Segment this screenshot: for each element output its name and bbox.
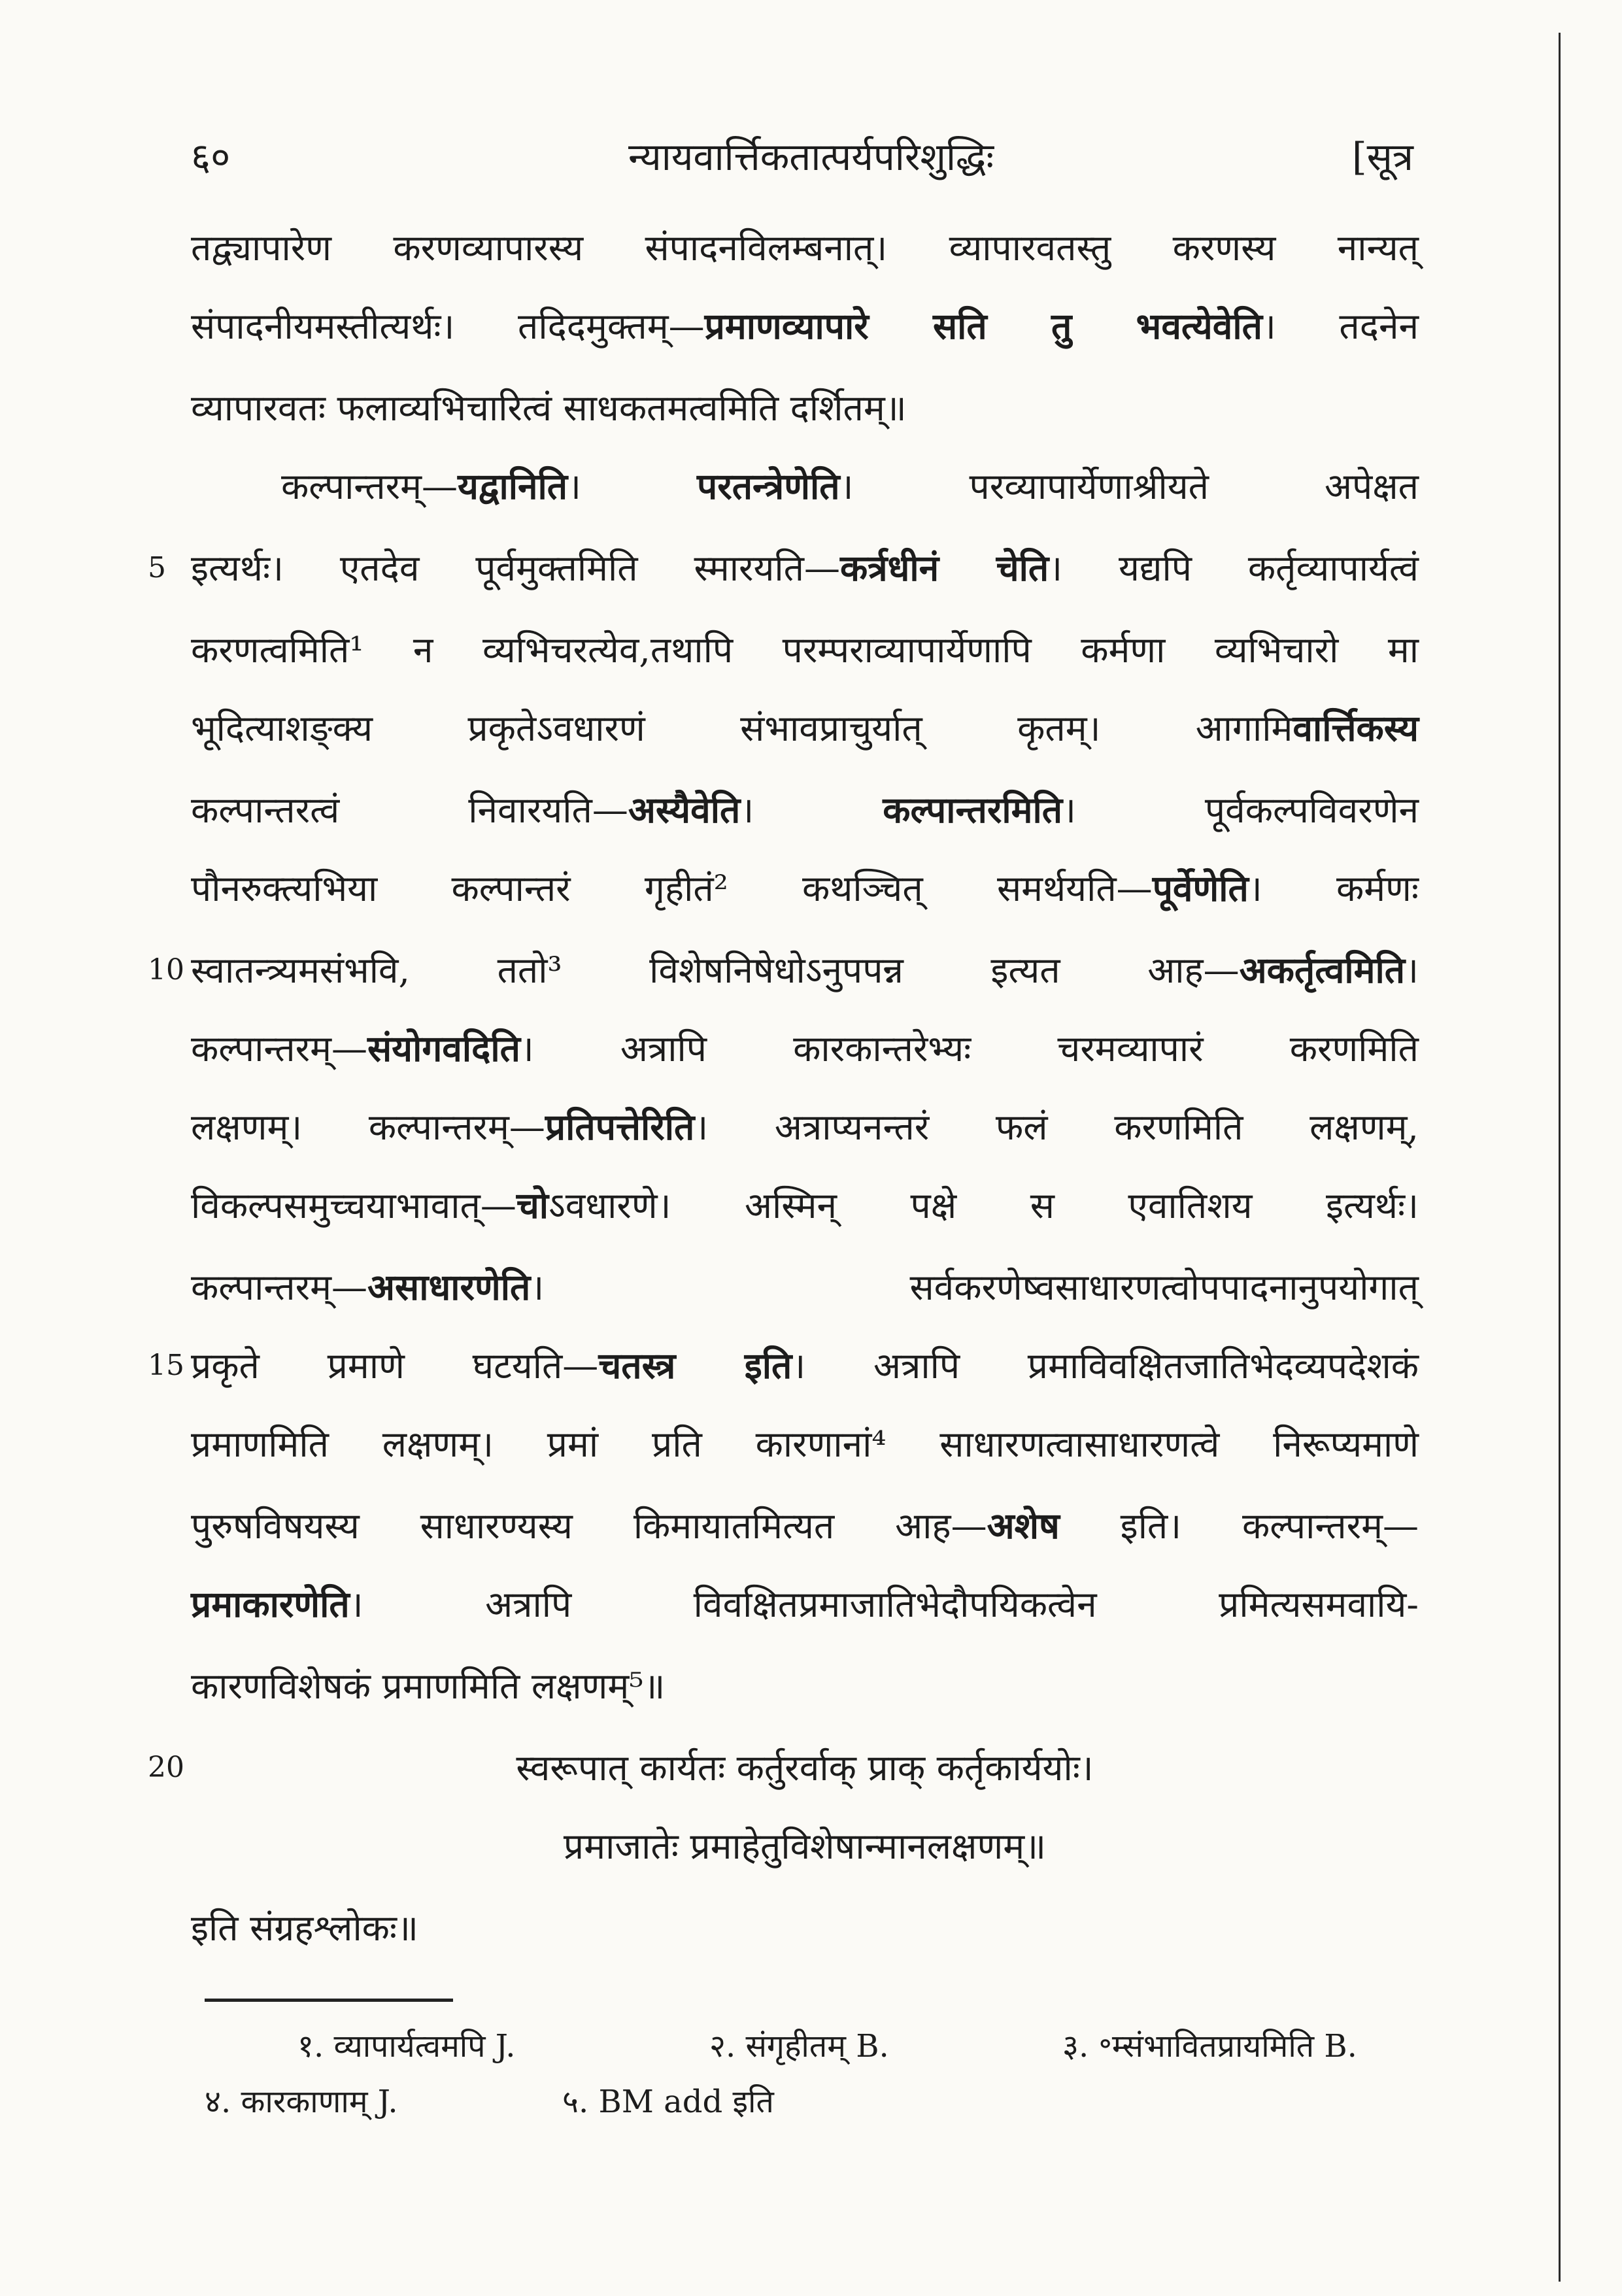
text-line (191, 611, 1419, 688)
text-line (191, 1889, 1419, 1967)
lemma-bold: कर्त्रधीनं चेति (839, 547, 1049, 589)
text-line (191, 209, 1419, 286)
line-number: 20 (148, 1751, 184, 1784)
text-line (191, 771, 1419, 849)
line-segment: कल्पान्तरम्— (281, 465, 458, 507)
text-line (281, 448, 1419, 525)
lemma-bold: यद्वानिति (458, 465, 568, 507)
line-segment: । अत्रापि प्रमाविवक्षितजातिभेदव्यपदेशकं (792, 1345, 1419, 1387)
lemma-bold: असाधारणेति (367, 1266, 531, 1308)
line-segment: स्वातन्त्र्यमसंभवि, ततो³ विशेषनिषेधोऽनुपपन्न इत्यत आह— (191, 949, 1240, 991)
line-number: 5 (148, 551, 166, 584)
text-line (191, 850, 1419, 927)
line-segment: व्यापारवतः फलाव्यभिचारित्वं साधकतमत्वमिति दर्शितम्॥ (191, 387, 907, 429)
lemma-bold: परतन्त्रेणेति (696, 465, 840, 507)
lemma-bold: पूर्वेणेति (1152, 867, 1249, 909)
footnote: ४. कारकाणाम् J. (205, 2084, 398, 2120)
line-number: 15 (148, 1349, 184, 1382)
text-line (191, 1647, 1419, 1725)
line-segment: । (740, 789, 883, 831)
lemma-bold: प्रतिपत्तेरिति (545, 1106, 695, 1148)
page-edge-line (1559, 33, 1561, 2282)
line-segment: विकल्पसमुच्चयाभावात्— (191, 1185, 516, 1226)
text-line (191, 1089, 1419, 1166)
line-segment: तद्व्यापारेण करणव्यापारस्य संपादनविलम्बनात्। व्यापारवतस्तु करणस्य नान्यत् (191, 227, 1419, 269)
line-segment: इत्यर्थः। एतदेव पूर्वमुक्तमिति स्मारयति— (191, 547, 840, 589)
lemma-bold: वार्त्तिकस्य (1293, 707, 1419, 749)
line-segment: स्वरूपात् कार्यतः कर्तुरर्वाक् प्राक् कर्तृकार्ययोः। (516, 1747, 1094, 1789)
lemma-bold: अस्यैवेति (628, 788, 741, 831)
lemma-bold: प्रमाणव्यापारे सति तु भवत्येवेति (704, 305, 1262, 347)
lemma-bold: प्रमाकारणेति (191, 1583, 350, 1625)
lemma-bold: चो (516, 1184, 549, 1226)
line-segment: इति। कल्पान्तरम्— (1059, 1505, 1419, 1547)
footnote: ३. ॰म्संभावितप्रायमिति B. (1062, 2028, 1357, 2065)
line-segment: पुरुषविषयस्य साधारण्यस्य किमायातमित्यत आह— (191, 1505, 987, 1547)
line-segment: कल्पान्तरत्वं निवारयति— (191, 789, 628, 831)
line-segment: पौनरुक्त्यभिया कल्पान्तरं गृहीतं² कथञ्चित् समर्थयति— (191, 868, 1153, 909)
lemma-bold: अशेष (987, 1504, 1060, 1547)
footnote: १. व्यापार्यत्वमपि J. (297, 2028, 516, 2065)
text-line (191, 1406, 1419, 1483)
text-line (191, 1010, 1419, 1087)
text-line (191, 932, 1419, 1009)
footnote-rule (205, 1999, 453, 2002)
text-line (191, 1487, 1419, 1564)
lemma-bold: संयोगवदिति (367, 1027, 520, 1070)
line-segment: । अत्राप्यनन्तरं फलं करणमिति लक्षणम्, (694, 1106, 1419, 1148)
text-line (191, 690, 1419, 767)
line-segment: । सर्वकरणेष्वसाधारणत्वोपपादनानुपयोगात् (530, 1266, 1419, 1308)
section-marker: [सूत्र (1352, 135, 1413, 179)
text-line (191, 530, 1419, 607)
lemma-bold: कल्पान्तरमिति (883, 788, 1063, 831)
line-segment: करणत्वमिति¹ न व्यभिचरत्येव,तथापि परम्पराव्यापार्येणापि कर्मणा व्यभिचारो मा (191, 629, 1419, 671)
line-segment: । (567, 465, 697, 507)
line-segment: कल्पान्तरम्— (191, 1028, 367, 1070)
line-segment: । परव्यापार्येणाश्रीयते अपेक्षत (839, 465, 1419, 507)
lemma-bold: अकर्तृत्वमिति (1239, 949, 1406, 991)
line-segment: । अत्रापि विवक्षितप्रमाजातिभेदौपयिकत्वेन प्रमित्यसमवायि- (349, 1583, 1419, 1625)
line-segment: । पूर्वकल्पविवरणेन (1062, 789, 1419, 831)
text-line (191, 288, 1419, 365)
line-segment: ऽवधारणे। अस्मिन् पक्षे स एवातिशय इत्यर्थः। (549, 1185, 1419, 1226)
line-segment: प्रमाजातेः प्रमाहेतुविशेषान्मानलक्षणम्॥ (563, 1825, 1047, 1867)
line-segment: प्रकृते प्रमाणे घटयति— (191, 1345, 599, 1387)
line-segment: । अत्रापि कारकान्तरेभ्यः चरमव्यापारं करणमिति (520, 1028, 1419, 1070)
line-segment: । यद्यपि कर्तृव्यापार्यत्वं (1049, 547, 1419, 589)
verse-line (191, 1808, 1419, 1885)
text-line (191, 1566, 1419, 1643)
text-line (191, 1327, 1419, 1404)
verse-line (191, 1729, 1419, 1806)
page-number: ६० (191, 135, 231, 179)
line-segment: प्रमाणमिति लक्षणम्। प्रमां प्रति कारणानां⁴ साधारणत्वासाधारणत्वे निरूप्यमाणे (191, 1423, 1419, 1465)
text-line (191, 1167, 1419, 1244)
line-segment: लक्षणम्। कल्पान्तरम्— (191, 1106, 545, 1148)
footnote: ५. BM add इति (562, 2084, 774, 2120)
line-number: 10 (148, 953, 184, 987)
lemma-bold: चतस्त्र इति (598, 1344, 792, 1387)
line-segment: । कर्मणः (1248, 868, 1419, 909)
line-segment: इति संग्रहश्लोकः॥ (191, 1907, 418, 1949)
line-segment: कारणविशेषकं प्रमाणमिति लक्षणम्⁵॥ (191, 1665, 666, 1707)
footnote: २. संगृहीतम् B. (709, 2028, 889, 2065)
running-title: न्यायवार्त्तिकतात्पर्यपरिशुद्धिः (628, 135, 994, 179)
line-segment: । (1405, 949, 1419, 991)
line-segment: भूदित्याशङ्क्य प्रकृतेऽवधारणं संभावप्राचुर्यात् कृतम्। आगामि (191, 707, 1293, 749)
line-segment: संपादनीयमस्तीत्यर्थः। तदिदमुक्तम्— (191, 305, 705, 347)
line-segment: कल्पान्तरम्— (191, 1266, 367, 1308)
text-line (191, 1249, 1419, 1326)
line-segment: । तदनेन (1262, 305, 1419, 347)
text-line (191, 369, 1419, 447)
